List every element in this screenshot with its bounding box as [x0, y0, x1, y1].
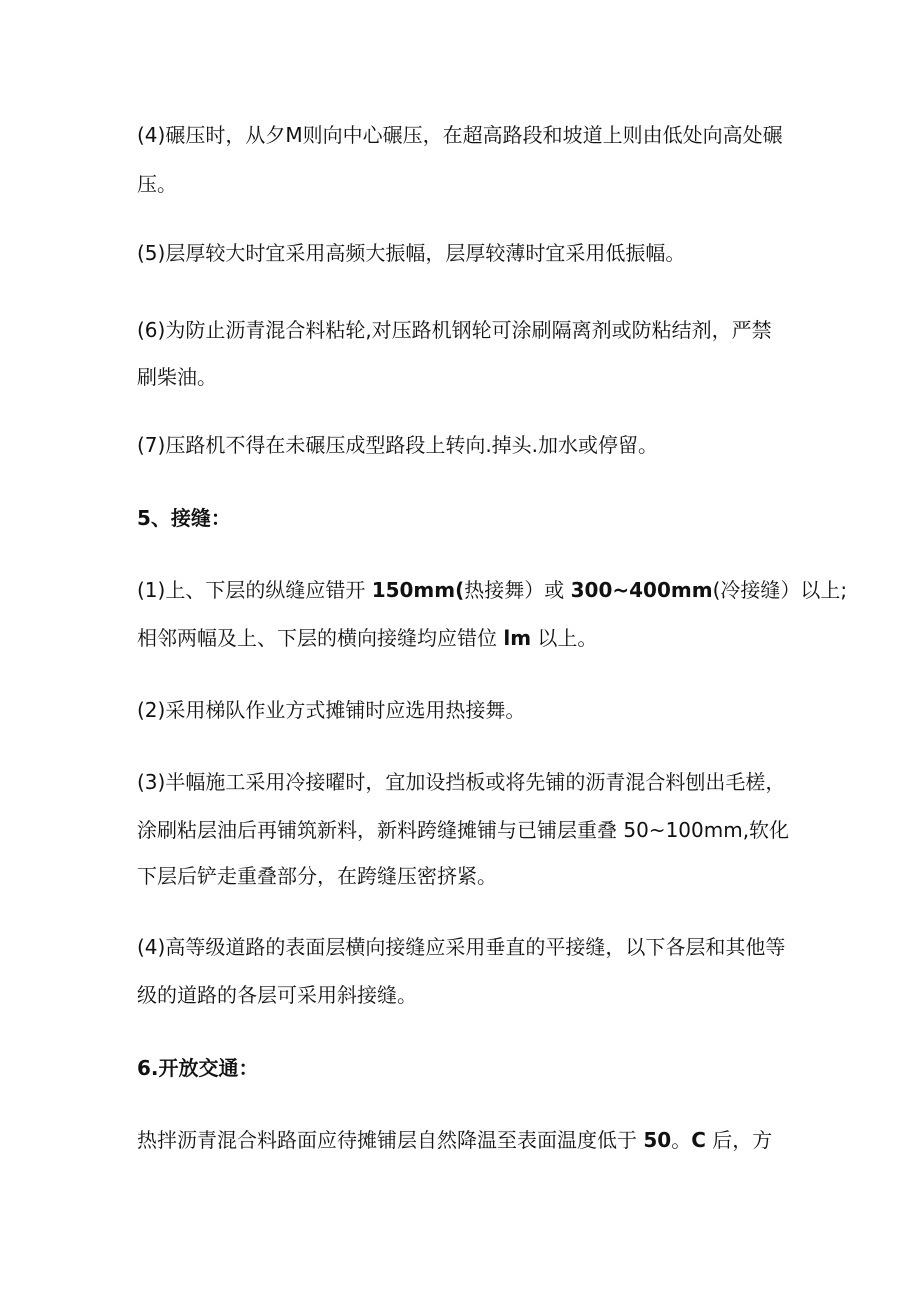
- text-run: 热拌沥青混合料路面应待摊铺层自然降温至表面温度低于: [137, 1128, 644, 1152]
- paragraph-line: 压。: [137, 172, 177, 196]
- paragraph-line: [137, 625, 597, 651]
- paragraph-line: 涂刷粘层油后再铺筑新料，新料跨缝摊铺与已铺层重叠 50~100mm,软化: [137, 818, 790, 842]
- paragraph-line: 级的道路的各层可采用斜接缝。: [137, 983, 417, 1007]
- text-run: 后，方: [705, 1128, 773, 1152]
- paragraph-line: (6)为防止沥青混合料粘轮,对压路机钢轮可涂刷隔离剂或防粘结剂，严禁: [137, 318, 772, 342]
- text-run: 。: [671, 1128, 692, 1152]
- paragraph-line: [137, 1127, 772, 1153]
- paragraph-line: (3)半幅施工采用冷接曜时，宜加设挡板或将先铺的沥青混合料刨出毛槎，: [137, 770, 786, 794]
- section-heading: 5、接缝：: [137, 506, 231, 530]
- text-run-bold: 150mm(: [371, 578, 465, 602]
- paragraph-line: 刷柴油。: [137, 365, 217, 389]
- text-run: 热接舞）或: [464, 578, 571, 602]
- text-run-bold: 300~400mm: [570, 578, 713, 602]
- text-run: (1)上、下层的纵缝应错开: [137, 578, 372, 602]
- paragraph-line: 下层后铲走重叠部分，在跨缝压密挤紧。: [137, 864, 497, 888]
- text-run: (冷接缝）以上;: [712, 578, 848, 602]
- text-run: 以上。: [531, 626, 598, 650]
- paragraph-line: (4)碾压时，从夕M则向中心碾压，在超高路段和坡道上则由低处向高处碾: [137, 123, 783, 147]
- text-run-bold: lm: [503, 626, 532, 650]
- paragraph-line: (7)压路机不得在未碾压成型路段上转向.掉头.加水或停留。: [137, 433, 659, 457]
- paragraph-line: (2)采用梯队作业方式摊铺时应选用热接舞。: [137, 698, 526, 722]
- paragraph-line: (4)高等级道路的表面层横向接缝应采用垂直的平接缝，以下各层和其他等: [137, 935, 786, 959]
- text-run: 相邻两幅及上、下层的横向接缝均应错位: [137, 626, 504, 650]
- section-heading: 6.开放交通：: [137, 1056, 259, 1080]
- paragraph-line: [137, 577, 847, 603]
- text-run-bold: 50: [643, 1128, 672, 1152]
- paragraph-line: (5)层厚较大时宜采用高频大振幅，层厚较薄时宜采用低振幅。: [137, 241, 686, 265]
- text-run-bold: C: [691, 1128, 706, 1152]
